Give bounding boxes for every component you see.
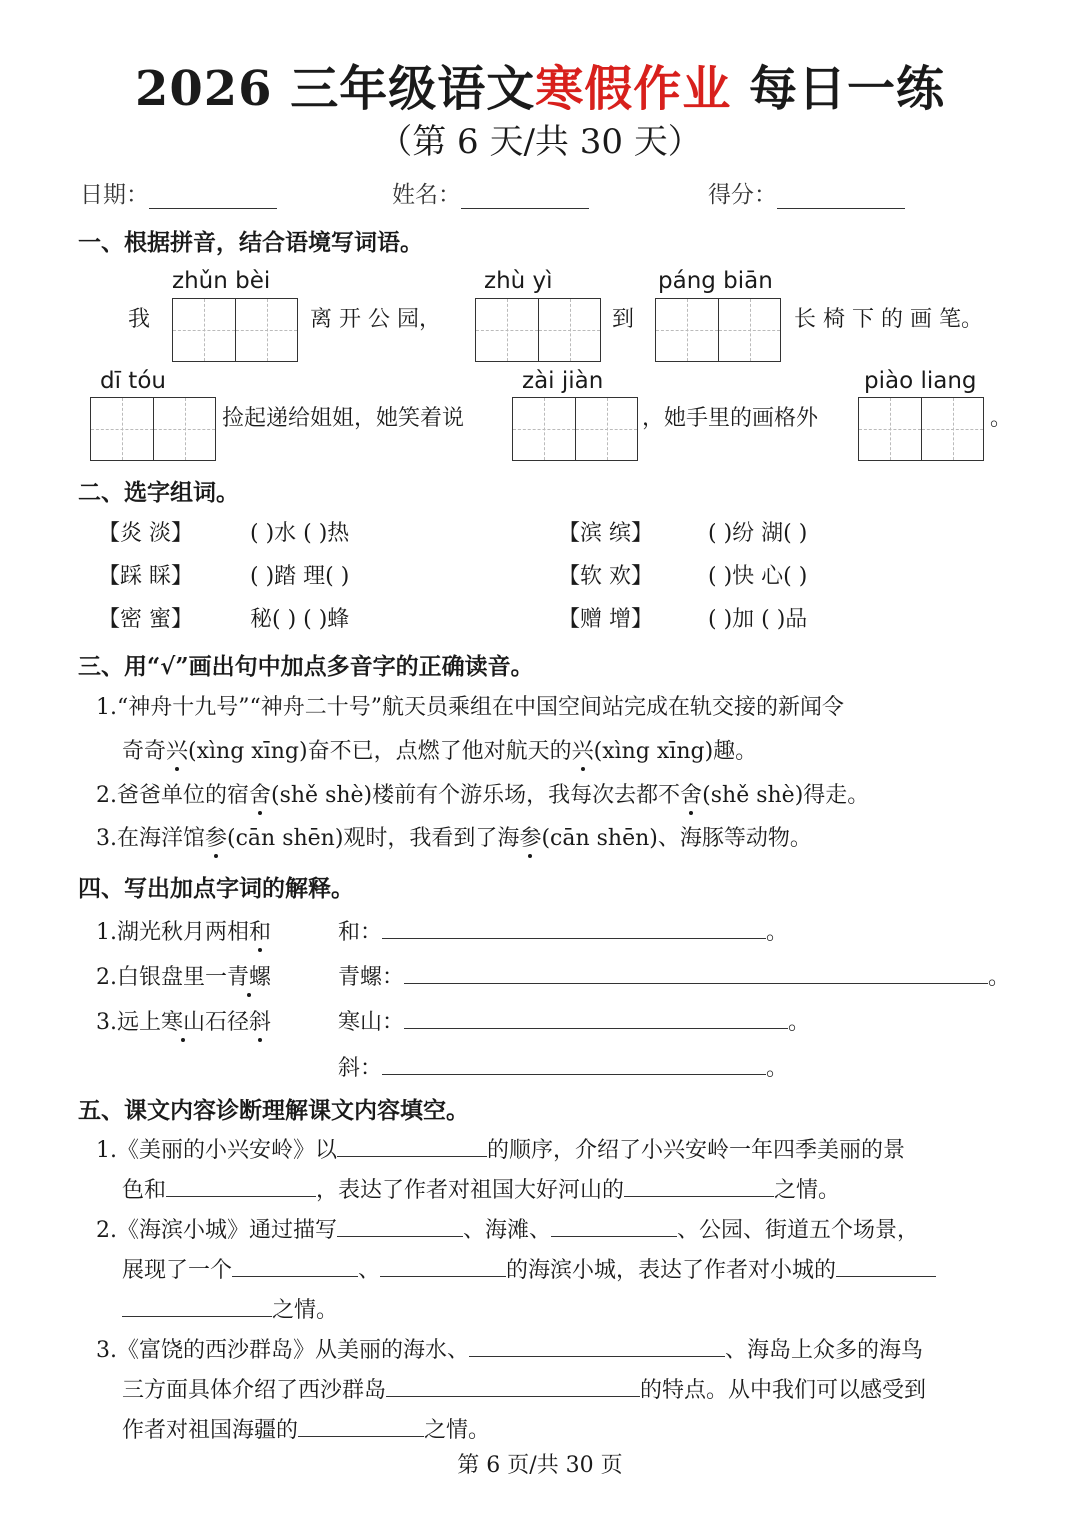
s3-q2-text-a: 2.爸爸单位的宿 (96, 783, 249, 808)
date-field (80, 176, 277, 209)
s5-q3-text-c: 三方面具体介绍了西沙群岛 (122, 1378, 387, 1403)
s4-q3-period: 。 (788, 1010, 811, 1035)
s5-q1-text-c: 色和 (122, 1178, 167, 1203)
s3-q1-options-2[interactable]: (xìng xīng)趣。 (593, 739, 758, 764)
s5-q3-text-b: 、海岛上众多的海鸟 (725, 1338, 924, 1363)
s4-q3-text-a: 3.远上 (96, 1010, 161, 1035)
s4-q1-dotted: 和 (249, 915, 271, 946)
s4-q4-answer (338, 1051, 788, 1082)
s5-q3-text-a: 3.《富饶的西沙群岛》从美丽的海水、 (96, 1338, 469, 1363)
tianzige-zaijian[interactable] (512, 397, 638, 461)
s4-q3-dotted-1: 寒山 (161, 1005, 205, 1036)
s5-q1-text-e: 之情。 (774, 1178, 841, 1203)
s5-q1-blank-3[interactable] (624, 1175, 774, 1197)
s5-q1-text-b: 的顺序，介绍了小兴安岭一年四季美丽的景 (487, 1138, 906, 1163)
s3-q2-options-2[interactable]: (shě shè)得走。 (702, 783, 870, 808)
s5-q2-line3 (122, 1293, 338, 1324)
s4-q3-blank[interactable] (404, 1007, 788, 1029)
s1-text-changyi: 长 椅 下 的 画 笔。 (794, 307, 983, 332)
s4-q1-text: 1.湖光秋月两相 (96, 920, 249, 945)
s4-q1-answer (338, 915, 788, 946)
name-label: 姓名： (392, 182, 461, 208)
s4-q1-label: 和： (338, 920, 383, 945)
s2-key-left-3: 【密 蜜】 (98, 607, 193, 632)
tianzige-pangbian[interactable] (655, 298, 781, 362)
s4-q3-answer (338, 1005, 810, 1036)
s1-text-jianqi: 捡起递给姐姐，她笑着说 (222, 406, 465, 431)
pinyin-zhunbei: zhǔn bèi (172, 268, 271, 294)
pinyin-zhuyi: zhù yì (484, 268, 553, 294)
tianzige-zhunbei[interactable] (172, 298, 298, 362)
section2-heading: 二、选字组词。 (78, 479, 239, 506)
s3-q1-line1: 1.“神舟十九号”“神舟二十号”航天员乘组在中国空间站完成在轨交接的新闻令 (96, 695, 844, 720)
s3-q2 (96, 778, 869, 809)
s3-q2-dotted-1: 舍 (249, 778, 271, 809)
s5-q2-text-d: 展现了一个 (122, 1258, 233, 1283)
s5-q3-text-f: 之情。 (424, 1418, 491, 1443)
s3-q2-dotted-2: 舍 (680, 778, 702, 809)
pinyin-pangbian: páng biān (658, 268, 773, 294)
s4-q3-dotted-2: 斜 (249, 1005, 271, 1036)
score-field (708, 176, 905, 209)
s5-q1-line2 (122, 1173, 840, 1204)
s2-words-left-2[interactable]: ( )踏 理( ) (250, 564, 350, 589)
s5-q2-blank-2[interactable] (551, 1215, 677, 1237)
s5-q3-blank-3[interactable] (298, 1415, 424, 1437)
date-label: 日期： (80, 182, 149, 208)
s2-words-left-3[interactable]: 秘( ) ( )蜂 (250, 607, 350, 632)
s5-q2-text-f: 的海滨小城，表达了作者对小城的 (506, 1258, 837, 1283)
s4-q2 (96, 960, 271, 991)
s5-q3-text-d: 的特点。从中我们可以感受到 (640, 1378, 927, 1403)
s3-q2-options-1[interactable]: (shě shè)楼前有个游乐场，我每次去都不 (271, 783, 681, 808)
s4-q4-period: 。 (766, 1056, 789, 1081)
section5-heading: 五、课文内容诊断理解课文内容填空。 (78, 1097, 469, 1124)
s4-q2-period: 。 (988, 965, 1011, 990)
s3-q1-dotted-1: 兴 (166, 734, 188, 765)
s3-q1-dotted-2: 兴 (572, 734, 594, 765)
s3-q3-dotted-1: 参 (205, 821, 227, 852)
s2-words-right-2[interactable]: ( )快 心( ) (708, 564, 808, 589)
s5-q2-blank-5[interactable] (836, 1255, 936, 1277)
s2-words-right-1[interactable]: ( )纷 湖( ) (708, 521, 808, 546)
s5-q1-line1 (96, 1133, 905, 1164)
s3-q3-text-a: 3.在海洋馆 (96, 826, 205, 851)
score-label: 得分： (708, 182, 777, 208)
s4-q2-text: 2.白银盘里一 (96, 965, 227, 990)
s5-q2-line1 (96, 1213, 919, 1244)
section1-heading: 一、根据拼音，结合语境写词语。 (78, 229, 423, 256)
tianzige-zhuyi[interactable] (475, 298, 601, 362)
s4-q4-label: 斜： (338, 1056, 383, 1081)
s3-q1-line2 (122, 734, 757, 765)
s5-q1-blank-1[interactable] (337, 1135, 487, 1157)
date-blank[interactable] (149, 183, 277, 209)
s1-text-tashouli: ，她手里的画格外 (642, 406, 819, 431)
name-field (392, 176, 589, 209)
pinyin-piaoliang: piào liang (864, 368, 977, 394)
s2-key-right-1: 【滨 缤】 (558, 521, 653, 546)
s4-q1-period: 。 (766, 920, 789, 945)
s5-q2-text-a: 2.《海滨小城》通过描写 (96, 1218, 337, 1243)
pinyin-zaijian: zài jiàn (522, 368, 604, 394)
s4-q3 (96, 1005, 271, 1036)
s3-q1-text-a: 奇奇 (122, 739, 167, 764)
s4-q3-text-b: 石径 (205, 1010, 250, 1035)
s4-q2-label: 青螺： (338, 965, 405, 990)
s1-text-period: 。 (990, 406, 1013, 431)
s3-q3-dotted-2: 参 (519, 821, 541, 852)
s4-q1 (96, 915, 271, 946)
page-title (0, 50, 1080, 119)
page-number: 第 6 页/共 30 页 (457, 1453, 623, 1478)
section3-heading: 三、用“√”画出句中加点多音字的正确读音。 (78, 653, 534, 680)
pinyin-ditou: dī tóu (100, 368, 166, 394)
s2-key-left-1: 【炎 淡】 (98, 521, 193, 546)
s5-q3-blank-2[interactable] (386, 1375, 640, 1397)
s5-q2-text-g: 之情。 (272, 1298, 339, 1323)
s2-words-left-1[interactable]: ( )水 ( )热 (250, 521, 350, 546)
s1-text-likai: 离 开 公 园， (310, 307, 441, 332)
s2-key-left-2: 【踩 睬】 (98, 564, 193, 589)
s5-q3-line3 (122, 1413, 490, 1444)
s5-q1-text-a: 1.《美丽的小兴安岭》以 (96, 1138, 337, 1163)
section4-heading: 四、写出加点字词的解释。 (78, 875, 354, 902)
s5-q2-line2 (122, 1253, 936, 1284)
s5-q2-blank-3[interactable] (232, 1255, 358, 1277)
s4-q1-blank[interactable] (382, 917, 766, 939)
s4-q2-answer (338, 960, 1010, 991)
s5-q3-line2 (122, 1373, 926, 1404)
s4-q2-blank[interactable] (404, 962, 988, 984)
s5-q2-text-c: 、公园、街道五个场景， (677, 1218, 920, 1243)
title-part2: 每日一练 (731, 61, 946, 117)
s1-text-wo: 我 (128, 307, 151, 332)
s5-q2-blank-1[interactable] (337, 1215, 463, 1237)
tianzige-piaoliang[interactable] (858, 397, 984, 461)
s1-text-dao: 到 (612, 307, 635, 332)
title-part1: 2026 三年级语文 (134, 61, 536, 117)
name-blank[interactable] (461, 183, 589, 209)
title-highlight: 寒假作业 (535, 61, 732, 117)
page-subtitle: （第 6 天/共 30 天） (378, 122, 702, 162)
s2-key-right-2: 【软 欢】 (558, 564, 653, 589)
s4-q3-label: 寒山： (338, 1010, 405, 1035)
s3-q1-options-1[interactable]: (xìng xīng)奋不已，点燃了他对航天的 (188, 739, 572, 764)
s4-q4-blank[interactable] (382, 1053, 766, 1075)
s2-key-right-3: 【赠 增】 (558, 607, 653, 632)
s3-q3-options-1[interactable]: (cān shēn)观时，我看到了海 (227, 826, 520, 851)
s5-q1-blank-2[interactable] (166, 1175, 316, 1197)
s5-q2-text-e: 、 (358, 1258, 381, 1283)
s5-q3-line1 (96, 1333, 923, 1364)
s5-q2-blank-6[interactable] (122, 1295, 272, 1317)
s2-words-right-3[interactable]: ( )加 ( )品 (708, 607, 808, 632)
s4-q2-dotted: 青螺 (227, 960, 271, 991)
tianzige-ditou[interactable] (90, 397, 216, 461)
s5-q2-text-b: 、海滩、 (463, 1218, 552, 1243)
s5-q3-text-e: 作者对祖国海疆的 (122, 1418, 299, 1443)
s3-q3-options-2[interactable]: (cān shēn)、海豚等动物。 (541, 826, 812, 851)
s3-q3 (96, 821, 812, 852)
s5-q1-text-d: ，表达了作者对祖国大好河山的 (316, 1178, 625, 1203)
s5-q2-blank-4[interactable] (380, 1255, 506, 1277)
score-blank[interactable] (777, 183, 905, 209)
s5-q3-blank-1[interactable] (469, 1335, 725, 1357)
